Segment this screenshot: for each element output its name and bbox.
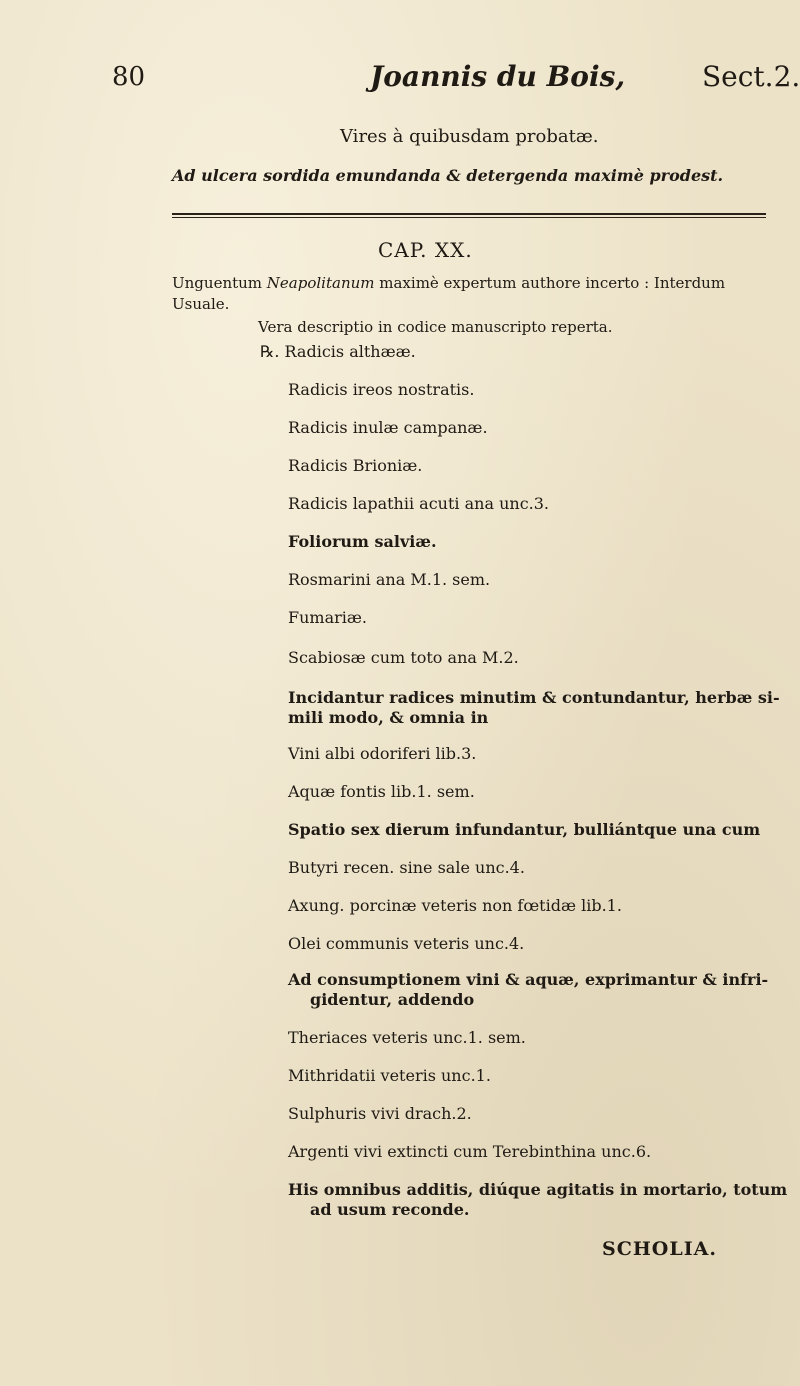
instruction-line: Incidantur radices minutim & contundantur, herbæ si-	[288, 688, 780, 707]
intro-line-2: Usuale.	[172, 295, 230, 313]
recipe-line: Radicis inulæ campanæ.	[288, 418, 488, 437]
catchword: SCHOLIA.	[602, 1238, 717, 1260]
section-label: Sect.2.	[702, 60, 800, 93]
instruction-line: Butyri recen. sine sale unc.4.	[288, 858, 525, 877]
instruction-line: mili modo, & omnia in	[288, 708, 489, 727]
chapter-heading: CAP. XX.	[378, 238, 473, 262]
running-title: Joannis du Bois,	[370, 60, 626, 93]
instruction-line: Axung. porcinæ veteris non fœtidæ lib.1.	[288, 896, 622, 915]
recipe-line: Foliorum salviæ.	[288, 532, 437, 551]
instruction-line: Spatio sex dierum infundantur, bulliántque una cum	[288, 820, 761, 839]
recipe-line: ℞. Radicis althææ.	[260, 342, 416, 361]
instruction-line: Vini albi odoriferi lib.3.	[288, 744, 477, 763]
recipe-line: Radicis ireos nostratis.	[288, 380, 475, 399]
heading-line-1: Vires à quibusdam probatæ.	[340, 126, 599, 147]
intro-text-a: Unguentum	[172, 274, 267, 292]
recipe-line: Scabiosæ cum toto ana M.2.	[288, 648, 519, 667]
heading-line-2: Ad ulcera sordida emundanda & detergenda maximè prodest.	[172, 166, 724, 185]
intro-text-italic: Neapolitanum	[266, 274, 375, 292]
recipe-line: Rosmarini ana M.1. sem.	[288, 570, 491, 589]
page-number: 80	[112, 62, 146, 92]
instruction-line: Mithridatii veteris unc.1.	[288, 1066, 491, 1085]
recipe-line: Fumariæ.	[288, 608, 368, 627]
instruction-line: Aquæ fontis lib.1. sem.	[288, 782, 475, 801]
instruction-line: Olei communis veteris unc.4.	[288, 934, 525, 953]
source-note: Vera descriptio in codice manuscripto reperta.	[258, 318, 613, 336]
recipe-line: Radicis Brioniæ.	[288, 456, 423, 475]
instruction-line: Theriaces veteris unc.1. sem.	[288, 1028, 526, 1047]
intro-line-1	[172, 274, 725, 292]
instruction-line: His omnibus additis, diúque agitatis in mortario, totum	[288, 1180, 788, 1199]
recipe-line: Radicis lapathii acuti ana unc.3.	[288, 494, 550, 513]
instruction-line: gidentur, addendo	[310, 990, 475, 1009]
instruction-line: Sulphuris vivi drach.2.	[288, 1104, 472, 1123]
instruction-line: Ad consumptionem vini & aquæ, exprimantur & infri-	[288, 970, 769, 989]
divider-rule	[172, 213, 766, 218]
instruction-line: ad usum reconde.	[310, 1200, 470, 1219]
instruction-line: Argenti vivi extincti cum Terebinthina unc.6.	[288, 1142, 652, 1161]
intro-text-c: maximè expertum authore incerto : Interdum	[374, 274, 726, 292]
